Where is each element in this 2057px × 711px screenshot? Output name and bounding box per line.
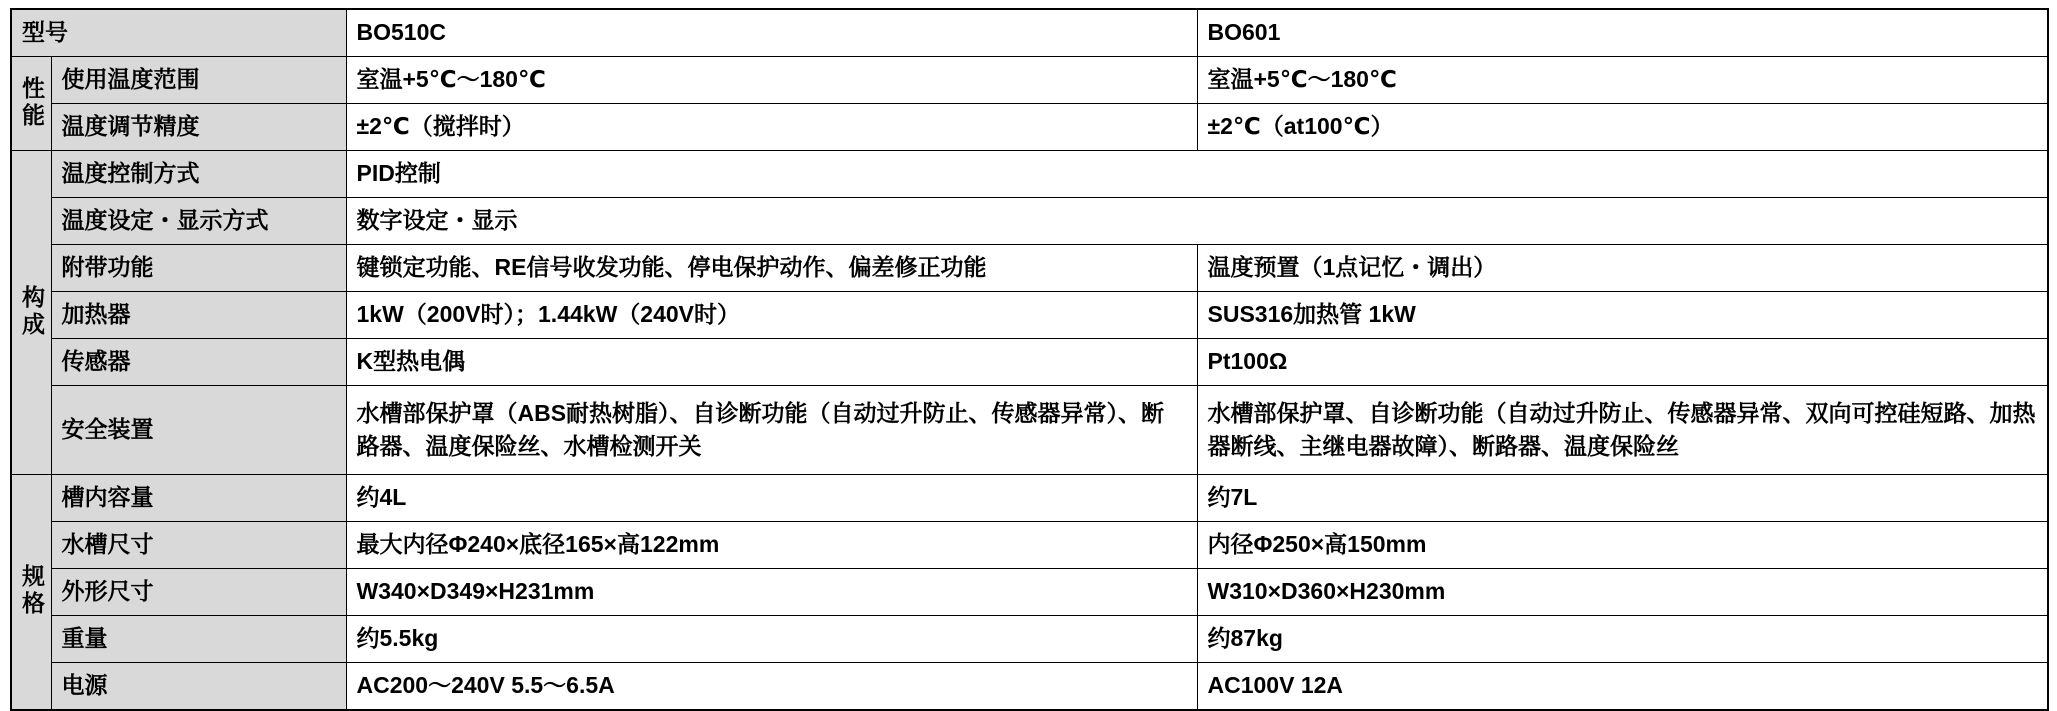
row-item-label: 加热器 — [51, 292, 346, 339]
row-value-a: 水槽部保护罩（ABS耐热树脂）、自诊断功能（自动过升防止、传感器异常）、断路器、温度保险丝、水槽检测开关 — [346, 386, 1197, 475]
table-row — [11, 245, 2048, 292]
row-item-label: 附带功能 — [51, 245, 346, 292]
table-row — [11, 475, 2048, 522]
row-value-b: SUS316加热管 1kW — [1197, 292, 2048, 339]
row-value-a: 键锁定功能、RE信号收发功能、停电保护动作、偏差修正功能 — [346, 245, 1197, 292]
row-item-label: 传感器 — [51, 339, 346, 386]
table-row — [11, 104, 2048, 151]
header-model-a: BO510C — [346, 9, 1197, 57]
group-label-performance-text: 性能 — [22, 74, 45, 128]
row-value-b: 温度预置（1点记忆・调出） — [1197, 245, 2048, 292]
row-value-b: ±2℃（at100℃） — [1197, 104, 2048, 151]
row-value-b: 室温+5℃～180℃ — [1197, 57, 2048, 104]
row-value-b: 约87kg — [1197, 616, 2048, 663]
row-value-a: 约4L — [346, 475, 1197, 522]
row-value-b: 水槽部保护罩、自诊断功能（自动过升防止、传感器异常、双向可控硅短路、加热器断线、主继电器故障）、断路器、温度保险丝 — [1197, 386, 2048, 475]
row-value-b: 约7L — [1197, 475, 2048, 522]
group-label-construction-text: 构成 — [22, 283, 45, 337]
row-item-label: 外形尺寸 — [51, 569, 346, 616]
table-row — [11, 198, 2048, 245]
table-row — [11, 292, 2048, 339]
row-item-label: 水槽尺寸 — [51, 522, 346, 569]
row-value-span: PID控制 — [346, 151, 2048, 198]
row-value-a: W340×D349×H231mm — [346, 569, 1197, 616]
group-label-specification — [11, 475, 51, 711]
table-row — [11, 151, 2048, 198]
row-item-label: 温度设定・显示方式 — [51, 198, 346, 245]
row-item-label: 重量 — [51, 616, 346, 663]
row-value-b: Pt100Ω — [1197, 339, 2048, 386]
row-value-a: AC200～240V 5.5～6.5A — [346, 663, 1197, 711]
row-value-b: 内径Φ250×高150mm — [1197, 522, 2048, 569]
row-item-label: 安全装置 — [51, 386, 346, 475]
group-label-specification-text: 规格 — [22, 563, 45, 617]
table-row — [11, 569, 2048, 616]
table-row — [11, 57, 2048, 104]
row-value-a: 最大内径Φ240×底径165×高122mm — [346, 522, 1197, 569]
row-item-label: 槽内容量 — [51, 475, 346, 522]
header-model-b: BO601 — [1197, 9, 2048, 57]
row-item-label: 电源 — [51, 663, 346, 711]
row-value-a: ±2℃（搅拌时） — [346, 104, 1197, 151]
row-value-b: AC100V 12A — [1197, 663, 2048, 711]
row-item-label: 温度控制方式 — [51, 151, 346, 198]
row-item-label: 使用温度范围 — [51, 57, 346, 104]
row-item-label: 温度调节精度 — [51, 104, 346, 151]
specification-table — [10, 8, 2049, 711]
table-row — [11, 386, 2048, 475]
row-value-span: 数字设定・显示 — [346, 198, 2048, 245]
group-label-construction — [11, 151, 51, 475]
row-value-b: W310×D360×H230mm — [1197, 569, 2048, 616]
row-value-a: K型热电偶 — [346, 339, 1197, 386]
table-row — [11, 339, 2048, 386]
table-row — [11, 616, 2048, 663]
group-label-performance — [11, 57, 51, 151]
table-row — [11, 663, 2048, 711]
row-value-a: 1kW（200V时）；1.44kW（240V时） — [346, 292, 1197, 339]
header-label-model: 型号 — [11, 9, 346, 57]
row-value-a: 室温+5℃～180℃ — [346, 57, 1197, 104]
table-row — [11, 522, 2048, 569]
row-value-a: 约5.5kg — [346, 616, 1197, 663]
table-header-row — [11, 9, 2048, 57]
